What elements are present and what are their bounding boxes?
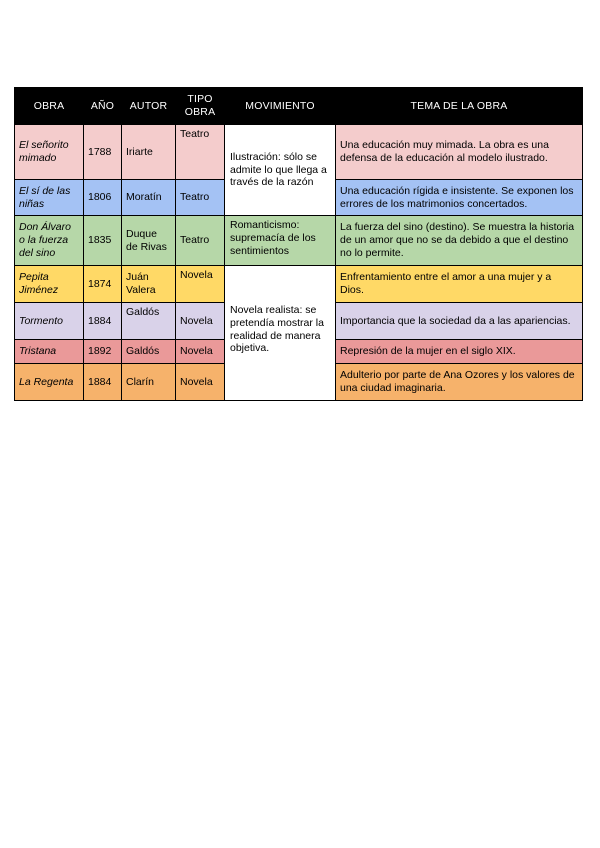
cell-anio: 1806 bbox=[84, 180, 122, 216]
header-movimiento: MOVIMIENTO bbox=[225, 88, 336, 125]
cell-anio: 1835 bbox=[84, 216, 122, 266]
header-anio: AÑO bbox=[84, 88, 122, 125]
cell-obra: La Regenta bbox=[15, 364, 84, 401]
cell-tipo: Teatro bbox=[176, 180, 225, 216]
cell-anio: 1884 bbox=[84, 303, 122, 340]
cell-anio: 1874 bbox=[84, 266, 122, 303]
cell-obra: El señorito mimado bbox=[15, 125, 84, 180]
cell-autor: Iriarte bbox=[122, 125, 176, 180]
cell-tema: Importancia que la sociedad da a las apariencias. bbox=[336, 303, 583, 340]
cell-autor: Clarín bbox=[122, 364, 176, 401]
cell-tema: La fuerza del sino (destino). Se muestra la historia de un amor que no se da debido a que el destino no lo permite. bbox=[336, 216, 583, 266]
cell-anio: 1788 bbox=[84, 125, 122, 180]
cell-anio: 1884 bbox=[84, 364, 122, 401]
cell-anio: 1892 bbox=[84, 340, 122, 364]
cell-autor: Juán Valera bbox=[122, 266, 176, 303]
cell-obra: Don Álvaro o la fuerza del sino bbox=[15, 216, 84, 266]
header-tema: TEMA DE LA OBRA bbox=[336, 88, 583, 125]
cell-tipo: Novela bbox=[176, 303, 225, 340]
header-tipo: TIPO OBRA bbox=[176, 88, 225, 125]
cell-autor: Galdós bbox=[122, 303, 176, 340]
header-autor: AUTOR bbox=[122, 88, 176, 125]
cell-tipo: Novela bbox=[176, 266, 225, 303]
cell-autor: Duque de Rivas bbox=[122, 216, 176, 266]
cell-tema: Una educación rígida e insistente. Se exponen los errores de los matrimonios concertados. bbox=[336, 180, 583, 216]
cell-tema: Enfrentamiento entre el amor a una mujer y a Dios. bbox=[336, 266, 583, 303]
cell-autor: Moratín bbox=[122, 180, 176, 216]
cell-movimiento-ilustracion: Ilustración: sólo se admite lo que llega a través de la razón bbox=[225, 125, 336, 216]
cell-movimiento-romanticismo: Romanticismo: supremacía de los sentimientos bbox=[225, 216, 336, 266]
header-row bbox=[15, 88, 583, 125]
header-obra: OBRA bbox=[15, 88, 84, 125]
cell-obra: Pepita Jiménez bbox=[15, 266, 84, 303]
cell-tema: Una educación muy mimada. La obra es una defensa de la educación al modelo ilustrado. bbox=[336, 125, 583, 180]
cell-tipo: Teatro bbox=[176, 125, 225, 180]
table-row bbox=[15, 216, 583, 266]
literature-table bbox=[14, 87, 583, 401]
cell-obra: Tormento bbox=[15, 303, 84, 340]
cell-obra: El sí de las niñas bbox=[15, 180, 84, 216]
cell-autor: Galdós bbox=[122, 340, 176, 364]
cell-obra: Tristana bbox=[15, 340, 84, 364]
cell-tipo: Novela bbox=[176, 364, 225, 401]
table-row bbox=[15, 266, 583, 303]
cell-tipo: Teatro bbox=[176, 216, 225, 266]
table-row bbox=[15, 125, 583, 180]
cell-movimiento-realismo: Novela realista: se pretendía mostrar la realidad de manera objetiva. bbox=[225, 266, 336, 401]
cell-tema: Adulterio por parte de Ana Ozores y los valores de una ciudad imaginaria. bbox=[336, 364, 583, 401]
cell-tema: Represión de la mujer en el siglo XIX. bbox=[336, 340, 583, 364]
cell-tipo: Novela bbox=[176, 340, 225, 364]
